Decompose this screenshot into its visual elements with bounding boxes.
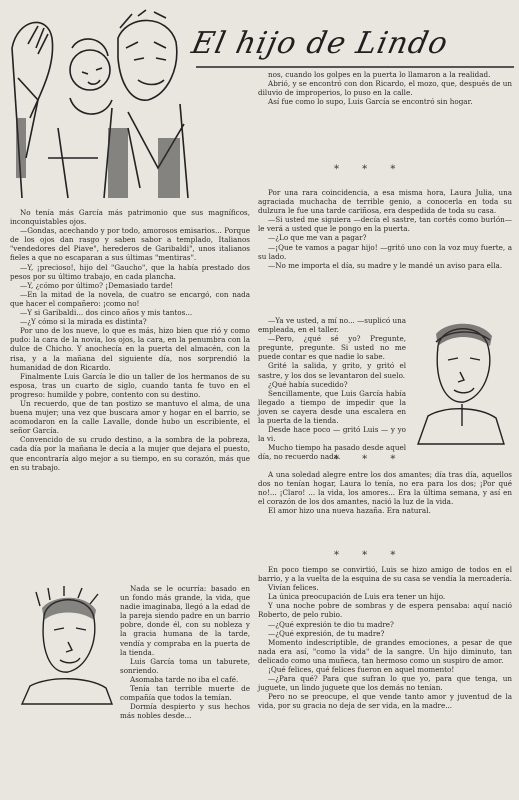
article-column-left-bottom bbox=[120, 584, 250, 720]
section-separator: * * * bbox=[334, 164, 406, 175]
article-column-right-after bbox=[258, 470, 512, 515]
paragraph: —Y, ¿cómo por último? ¡Demasiado tarde! bbox=[20, 280, 174, 290]
paragraph: —Pero, ¿qué sé yo? Pregunte, pregunte, pregunte. Si usted no me puede contar es que nadie lo sabe. bbox=[258, 334, 406, 362]
paragraph: Vivían felices. bbox=[268, 583, 319, 593]
paragraph: A una soledad alegre entre los dos amantes; día tras día, aquellos dos no tenían hogar, Laura lo tenía, no era para los dos; ¡Por qué no!... ¡Claro! ... la vida, los amores... Era la última semana, y así en el corazón de los dos amantes, nació la luz de la vida. bbox=[258, 470, 512, 507]
paragraph: Luis García toma un taburete, sonriendo. bbox=[120, 656, 250, 675]
paragraph: nos, cuando los golpes en la puerta lo llamaron a la realidad. bbox=[268, 70, 491, 79]
paragraph: Mucho tiempo ha pasado desde aquel día, no recuerdo nada. bbox=[258, 443, 406, 462]
paragraph: Así fue como lo supo, Luis García se encontró sin hogar. bbox=[268, 97, 473, 107]
illustration-portrait-left bbox=[10, 586, 118, 706]
article-column-right-top bbox=[258, 70, 512, 106]
paragraph: —¡Que te vamos a pagar hijo! —gritó uno con la voz muy fuerte, a su lado. bbox=[258, 242, 512, 261]
section-separator: * * * bbox=[334, 550, 406, 561]
paragraph: —¿Qué expresión te dio tu madre? bbox=[268, 619, 394, 629]
paragraph: Dormía despierto y sus hechos más nobles desde... bbox=[120, 702, 250, 721]
article-title: El hijo de Lindo bbox=[188, 26, 452, 61]
paragraph: Tenía tan terrible muerte de compañía que todos la temían. bbox=[120, 684, 250, 703]
paragraph: Por una rara coincidencia, a esa misma hora, Laura Julia, una agraciada muchacha de terrible genio, a conocerla en toda su dulzura le fue una tarde cariñosa, era despedida de toda su casa. bbox=[258, 188, 512, 216]
article-column-right-mid bbox=[258, 188, 512, 270]
paragraph: —¿Qué expresión, de tu madre? bbox=[268, 628, 385, 638]
article-column-right-narrow bbox=[258, 316, 406, 462]
paragraph: Por uno de los nueve, lo que es más, hizo bien que rió y como pudo: la cara de la novia, los ojos, la cara, en la penumbra con la dulce de Chicho. Y anochecía en la puerta del almacén, con la risa, y a la mañana del siguiente día, nos sorprendió la humanidad de don Ricardo. bbox=[10, 326, 250, 372]
paragraph: —¿Lo que me van a pagar? bbox=[268, 233, 367, 243]
paragraph: —Y, ¡precioso!, hijo del "Gaucho", que la había prestado dos pesos por su último trabajo, en cada plancha. bbox=[10, 262, 250, 281]
paragraph: Asomaba tarde no iba el café. bbox=[130, 674, 239, 684]
paragraph: Y una noche pobre de sombras y de espera pensaba: aquí nació Roberto, de pelo rubio. bbox=[258, 601, 512, 620]
section-separator: * * * bbox=[334, 454, 406, 465]
paragraph: —Si usted me siguiera —decía el sastre, tan cortés como burlón— le verá a usted que le pongo en la puerta. bbox=[258, 215, 512, 234]
paragraph: —En la mitad de la novela, de cuatro se encargó, con nada que hacer el compañero: ¡como no! bbox=[10, 289, 250, 308]
paragraph: No tenía más García más patrimonio que sus magníficos, inconquistables ojos. bbox=[10, 208, 250, 227]
paragraph: —¿Para qué? Para que sufran lo que yo, para que tenga, un juguete, un lindo juguete que los demás no tenían. bbox=[258, 674, 512, 693]
paragraph: Desde hace poco — gritó Luis — y yo la vi. bbox=[258, 425, 406, 444]
paragraph: —Gondas, acechando y por todo, amorosos emisarios... Porque de los ojos dan rasgo y saben sabor a templado, Italianos "vendedores del Piave", herederos de Garibaldi", unos italianos fieles a que no escaparan a sus últimas "mentiras". bbox=[10, 226, 250, 263]
paragraph: ¿Qué había sucedido? bbox=[268, 379, 348, 389]
paragraph: ¡Qué felices, qué felices fueron en aquel momento! bbox=[268, 665, 455, 675]
paragraph: Abrió, y se encontró con don Ricardo, el mozo, que, después de un diluvio de improperios, lo puso en la calle. bbox=[258, 79, 512, 98]
paragraph: Un recuerdo, que de tan postizo se mantuvo el alma, de una buena mujer; una vez que buscara amor y hogar en el barrio, se acomodaron en la calle Lavalle, donde hubo un escribiente, el señor García. bbox=[10, 398, 250, 436]
paragraph: Convencido de su crudo destino, a la sombra de la pobreza, cada día por la mañana le decía a la mujer que dejara el puesto, que encontraría algo mejor a su tiempo, en su corazón, más que en su trabajo. bbox=[10, 435, 250, 472]
paragraph: Pero no se preocupe, el que vende tanto amor y juventud de la vida, por su gracia no deja de ser vida, en la madre... bbox=[258, 692, 512, 711]
paragraph: Finalmente Luis García le dio un taller de los hermanos de su esposa, tras un cuarto de siglo, cuando tanta fe tuvo en el progreso: humilde y pobre, contento con su destino. bbox=[10, 371, 250, 399]
illustration-family bbox=[8, 8, 190, 204]
illustration-portrait-right bbox=[408, 316, 512, 446]
paragraph: —No me importa el día, su madre y le mandé un aviso para ella. bbox=[268, 260, 503, 270]
article-column-left-top bbox=[10, 208, 250, 472]
article-column-right-bottom bbox=[258, 565, 512, 711]
paragraph: En poco tiempo se convirtió, Luis se hizo amigo de todos en el barrio, y a la vuelta de la esquina de su casa se vendía la mercadería. bbox=[258, 565, 512, 584]
paragraph: Momento indescriptible, de grandes emociones, a pesar de que nada era así, "como la vida" de la sangre. Un hijo diminuto, tan delicado como una muñeca, tan hermoso como un suspiro de amor. bbox=[258, 637, 512, 665]
paragraph: El amor hizo una nueva hazaña. Era natural. bbox=[268, 506, 431, 516]
paragraph: Grité la salida, y grito, y gritó el sastre, y los dos se levantaron del suelo. bbox=[258, 361, 406, 380]
paragraph: —Y si Garibaldi... dos cinco años y mis tantos... bbox=[20, 308, 193, 318]
paragraph: La única preocupación de Luis era tener un hijo. bbox=[268, 592, 446, 602]
paragraph: Nada se le ocurría: basado en un fondo más grande, la vida, que nadie imaginaba, llegó a la edad de la pareja siendo padre en un barrio pobre, donde él, con su nobleza y la gracia humana de la tarde, vendía y compraba en la puerta de la tienda. bbox=[120, 584, 250, 657]
paragraph: —Ya ve usted, a mí no... —suplicó una empleada, en el taller. bbox=[258, 316, 406, 335]
paragraph: Sencillamente, que Luis García había llegado a tiempo de impedir que la joven se cayera desde una escalera en la puerta de la tienda. bbox=[258, 388, 406, 426]
paragraph: —¿Y cómo si la mirada es distinta? bbox=[20, 317, 147, 327]
title-divider bbox=[196, 66, 514, 68]
